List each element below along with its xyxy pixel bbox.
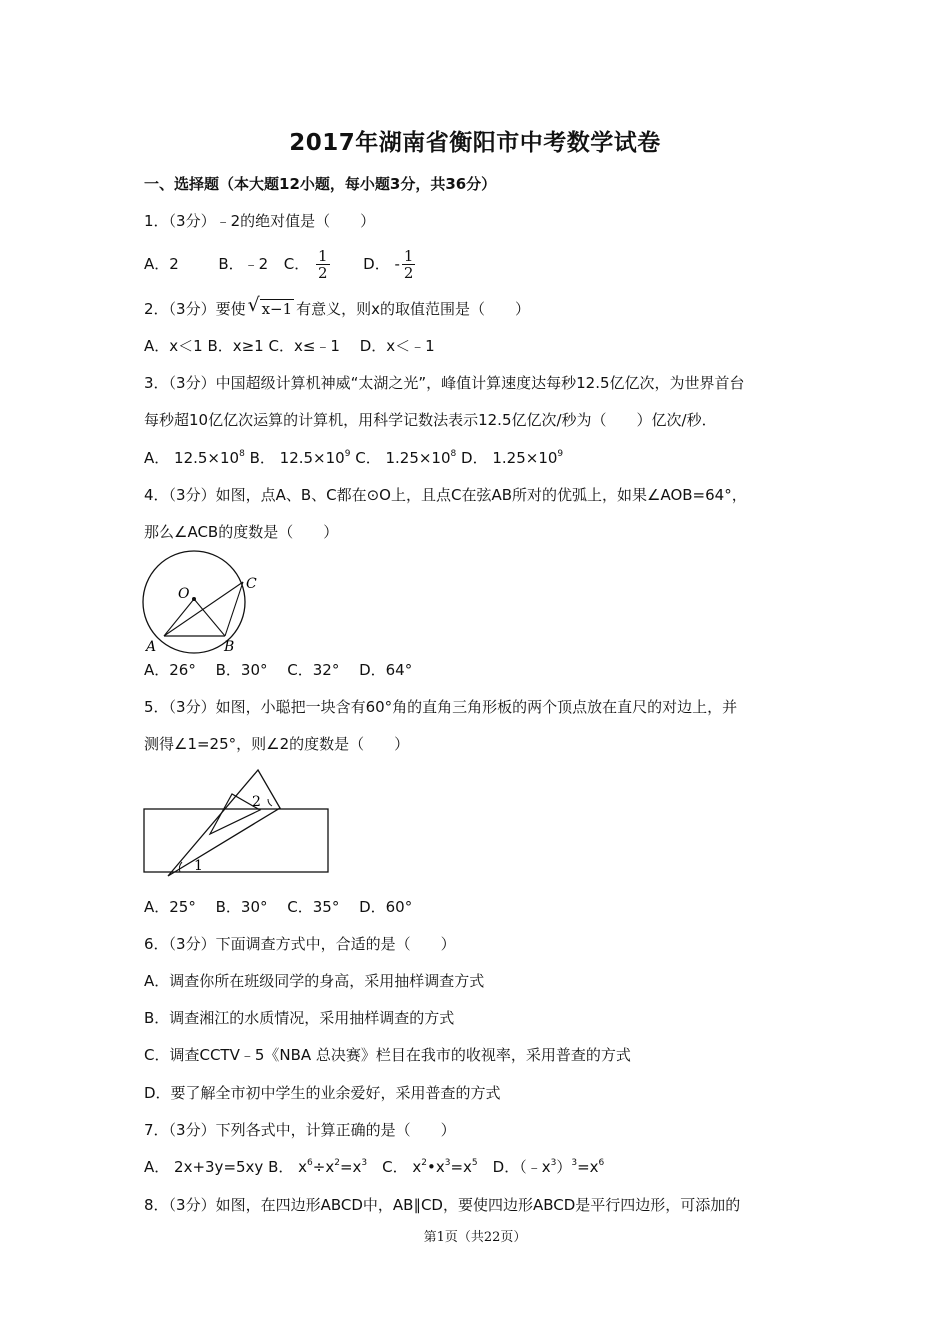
q6-option-b: B．调查湘江的水质情况，采用抽样调查的方式 bbox=[144, 1009, 455, 1027]
q7-option-b: B． x bbox=[263, 1158, 308, 1176]
q7-option-c-part: •x bbox=[427, 1158, 445, 1176]
q7-option-d: D．（﹣x bbox=[477, 1158, 551, 1176]
q6-option-d: D．要了解全市初中学生的业余爱好，采用普查的方式 bbox=[144, 1084, 501, 1102]
question-7-stem: 7．（3分）下列各式中，计算正确的是（ ） bbox=[144, 1121, 456, 1139]
exponent: 5 bbox=[471, 1158, 478, 1168]
page-title: 2017年湖南省衡阳市中考数学试卷 bbox=[289, 130, 661, 156]
exponent: 3 bbox=[361, 1158, 368, 1168]
exponent: 6 bbox=[307, 1158, 313, 1168]
question-3-line-2: 每秒超10亿亿次运算的计算机，用科学记数法表示12.5亿亿次/秒为（ ）亿次/秒． bbox=[144, 411, 717, 429]
q6-option-c: C．调查CCTV﹣5《NBA 总决赛》栏目在我市的收视率，采用普查的方式 bbox=[144, 1046, 631, 1064]
label-c: C bbox=[246, 576, 257, 592]
exponent: 9 bbox=[344, 449, 351, 459]
question-3-options bbox=[144, 448, 563, 468]
exponent: 3 bbox=[550, 1158, 557, 1168]
label-o: O bbox=[178, 586, 190, 602]
question-6-stem: 6．（3分）下面调查方式中，合适的是（ ） bbox=[144, 935, 456, 953]
q7-option-b-part: ÷x bbox=[312, 1158, 335, 1176]
exponent: 8 bbox=[450, 449, 457, 459]
label-b: B bbox=[224, 639, 235, 655]
q7-option-d-part: ） bbox=[556, 1158, 572, 1176]
q1-option-c-label: C． bbox=[283, 255, 310, 273]
section-heading: 一、选择题（本大题12小题，每小题3分，共36分） bbox=[144, 175, 497, 193]
q7-option-c-part: =x bbox=[450, 1158, 472, 1176]
fraction-denominator: 2 bbox=[403, 264, 414, 282]
question-5-line-2: 测得∠1=25°，则∠2的度数是（ ） bbox=[144, 735, 410, 753]
exponent: 8 bbox=[239, 449, 245, 459]
exponent: 2 bbox=[334, 1158, 340, 1168]
q7-option-a: A． 2x+3y=5xy bbox=[144, 1158, 264, 1176]
question-4-line-2: 那么∠ACB的度数是（ ） bbox=[144, 523, 339, 541]
segment-ao bbox=[164, 599, 194, 636]
q3-option-d: D． 1.25×10 bbox=[456, 449, 558, 467]
sqrt-icon: √ bbox=[247, 294, 260, 316]
q1-option-d-fraction bbox=[402, 248, 416, 281]
sqrt-expression bbox=[247, 294, 295, 319]
question-1-options bbox=[144, 248, 417, 281]
question-5-line-1: 5．（3分）如图，小聪把一块含有60°角的直角三角形板的两个顶点放在直尺的对边上，并 bbox=[144, 698, 738, 716]
q6-option-a: A．调查你所在班级同学的身高，采用抽样调查方式 bbox=[144, 972, 485, 990]
exponent: 3 bbox=[571, 1158, 578, 1168]
q2-suffix: 有意义，则x的取值范围是（ ） bbox=[296, 300, 531, 318]
segment-ac bbox=[164, 582, 243, 636]
q1-option-d-label: D． bbox=[363, 255, 390, 273]
q1-option-d-sign: - bbox=[394, 255, 400, 273]
exponent: 6 bbox=[598, 1158, 605, 1168]
exponent: 2 bbox=[421, 1158, 427, 1168]
q1-option-a: A．2 bbox=[144, 255, 179, 273]
exponent: 9 bbox=[557, 449, 564, 459]
q3-option-b: B． 12.5×10 bbox=[244, 449, 345, 467]
q3-option-c: C． 1.25×10 bbox=[350, 449, 451, 467]
question-4-line-1: 4．（3分）如图，点A、B、C都在⊙O上，且点C在弦AB所对的优弧上，如果∠AOB=64°， bbox=[144, 486, 747, 504]
label-a: A bbox=[146, 639, 157, 655]
label-angle-1: 1 bbox=[194, 858, 203, 874]
radicand: x−1 bbox=[261, 300, 293, 318]
question-7-options bbox=[144, 1157, 604, 1177]
circle bbox=[143, 551, 245, 653]
q1-option-b: B．﹣2 bbox=[218, 255, 269, 273]
q1-option-c-fraction bbox=[316, 248, 330, 281]
q3-option-a: A． 12.5×10 bbox=[144, 449, 240, 467]
circle-figure bbox=[138, 548, 268, 656]
q7-option-b-part: =x bbox=[339, 1158, 362, 1176]
question-4-options: A．26° B．30° C．32° D．64° bbox=[144, 661, 413, 679]
triangle-outer bbox=[168, 770, 280, 876]
exponent: 3 bbox=[444, 1158, 451, 1168]
question-2-stem bbox=[144, 294, 531, 319]
angle-2-arc bbox=[268, 799, 272, 806]
segment-bc bbox=[225, 582, 243, 636]
fraction-numerator: 1 bbox=[318, 247, 328, 265]
question-8-line-1: 8．（3分）如图，在四边形ABCD中，AB∥CD，要使四边形ABCD是平行四边形，可添加的 bbox=[144, 1196, 741, 1214]
q7-option-c: C． x bbox=[367, 1158, 422, 1176]
q7-option-d-part: =x bbox=[577, 1158, 599, 1176]
fraction-denominator: 2 bbox=[318, 264, 328, 282]
ruler bbox=[144, 809, 328, 872]
question-5-options: A．25° B．30° C．35° D．60° bbox=[144, 898, 413, 916]
label-angle-2: 2 bbox=[252, 794, 261, 810]
question-3-line-1: 3．（3分）中国超级计算机神威“太湖之光”，峰值计算速度达每秒12.5亿亿次，为世界首台 bbox=[144, 374, 745, 392]
question-1-stem: 1．（3分）﹣2的绝对值是（ ） bbox=[144, 212, 376, 230]
q2-prefix: 2．（3分）要使 bbox=[144, 300, 246, 318]
ruler-triangle-figure bbox=[140, 766, 335, 878]
fraction-numerator: 1 bbox=[403, 247, 414, 265]
question-2-options: A．x＜1 B．x≥1 C．x≤﹣1 D．x＜﹣1 bbox=[144, 337, 435, 355]
page-footer: 第1页（共22页） bbox=[423, 1230, 527, 1245]
